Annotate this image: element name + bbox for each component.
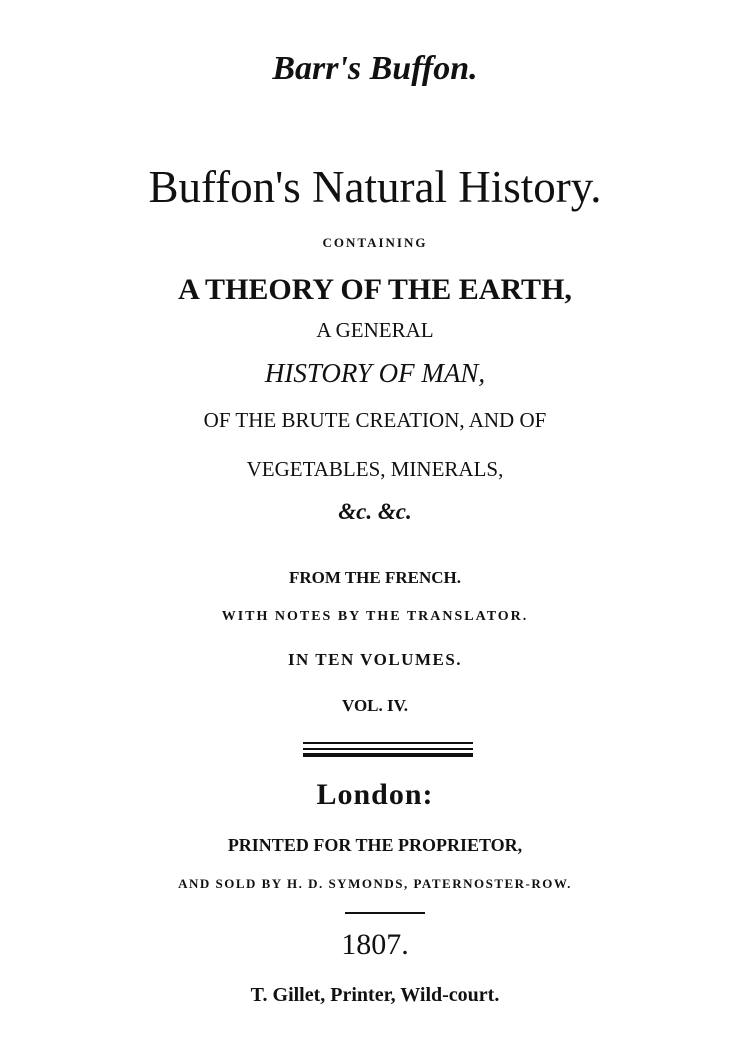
volume-number: VOL. IV.: [342, 696, 408, 715]
publication-year: 1807.: [341, 928, 409, 961]
from-french-line: FROM THE FRENCH.: [288, 568, 462, 587]
printed-for-line: PRINTED FOR THE PROPRIETOR,: [227, 835, 523, 855]
decorative-rule-middle: [303, 748, 473, 750]
short-divider: [345, 912, 425, 914]
history-of-man-heading: HISTORY OF MAN,: [264, 358, 486, 388]
vegetables-line: VEGETABLES, MINERALS,: [246, 457, 504, 481]
containing-label: CONTAINING: [322, 235, 428, 250]
decorative-rule-top: [303, 742, 473, 744]
main-title: Buffon's Natural History.: [148, 162, 602, 212]
brute-creation-line: OF THE BRUTE CREATION, AND OF: [203, 408, 547, 432]
sold-by-line: AND SOLD BY H. D. SYMONDS, PATERNOSTER-ROW.: [178, 876, 572, 891]
theory-heading: A THEORY OF THE EARTH,: [178, 273, 572, 306]
etc-line: &c. &c.: [338, 499, 412, 524]
place-of-publication: London:: [316, 778, 434, 811]
decorative-rule-bottom: [303, 753, 473, 757]
printer-line: T. Gillet, Printer, Wild-court.: [250, 984, 500, 1006]
volumes-line: IN TEN VOLUMES.: [287, 650, 463, 669]
series-title: Barr's Buffon.: [272, 50, 478, 87]
general-label: A GENERAL: [316, 318, 434, 342]
notes-line: WITH NOTES BY THE TRANSLATOR.: [221, 609, 529, 624]
